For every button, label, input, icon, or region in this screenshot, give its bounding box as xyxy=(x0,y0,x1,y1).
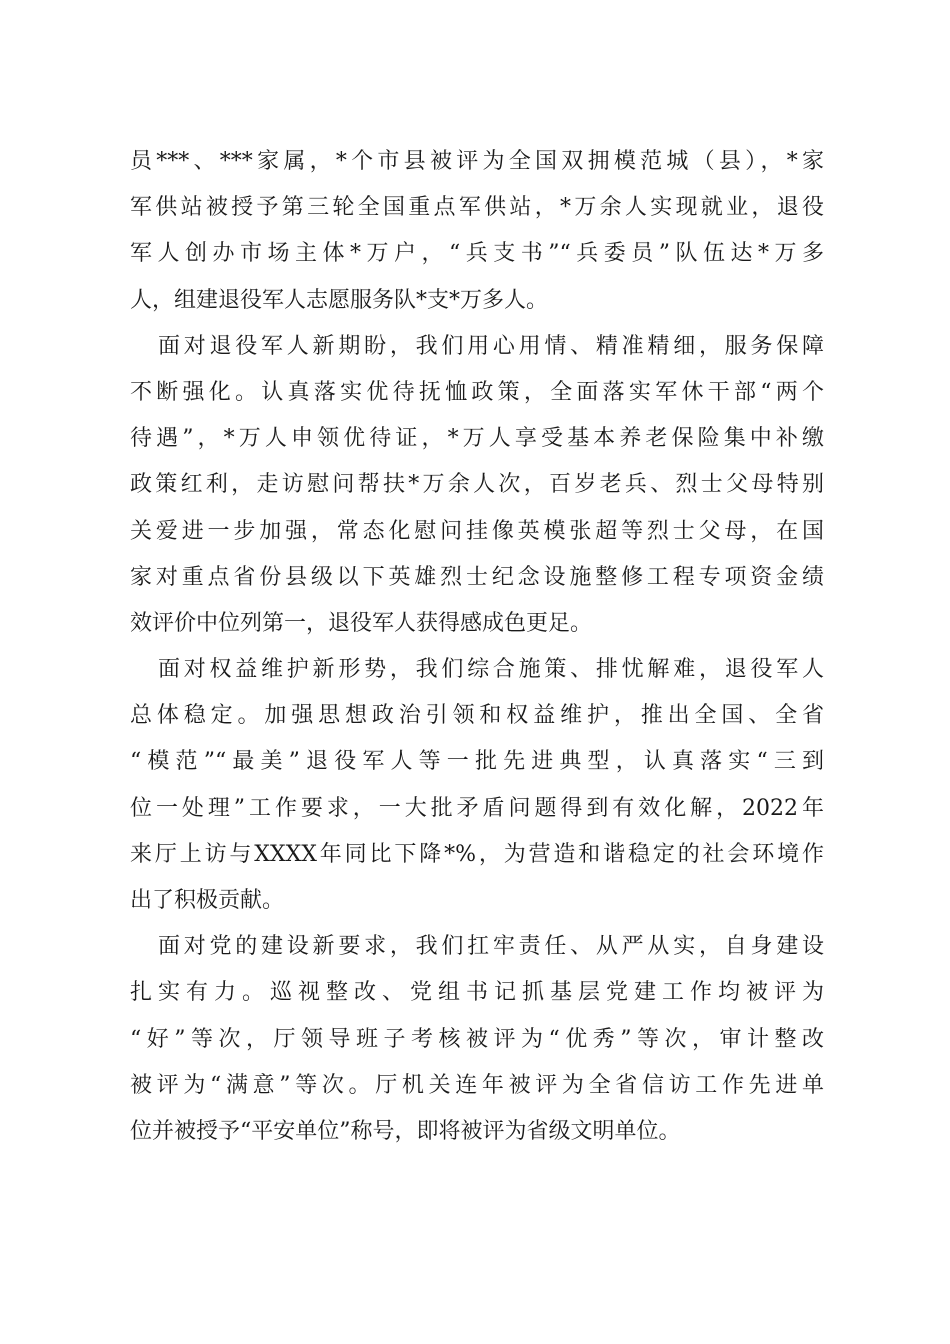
document-body xyxy=(130,139,824,1155)
paragraph-2 xyxy=(130,324,824,647)
paragraph-3 xyxy=(130,647,824,924)
text-line: “好”等次，厅领导班子考核被评为“优秀”等次，审计整改 xyxy=(130,1026,824,1052)
text-line: 待遇”，*万人申领优待证，*万人享受基本养老保险集中补缴 xyxy=(130,426,824,452)
text-line: 出了积极贡献。 xyxy=(130,888,285,913)
text-line: 关爱进一步加强，常态化慰问挂像英模张超等烈士父母，在国 xyxy=(130,518,824,544)
text-line: 员***、***家属，*个市县被评为全国双拥模范城（县），*家 xyxy=(130,149,824,174)
text-line: 总体稳定。加强思想政治引领和权益维护，推出全国、全省 xyxy=(130,703,824,729)
paragraph-1 xyxy=(130,139,824,324)
text-line: 位并被授予“平安单位”称号，即将被评为省级文明单位。 xyxy=(130,1118,681,1144)
text-line: 军人创办市场主体*万户，“兵支书”“兵委员”队伍达*万多 xyxy=(130,241,824,267)
text-line: 来厅上访与XXXX年同比下降*%，为营造和谐稳定的社会环境作 xyxy=(130,841,824,867)
text-line: 家对重点省份县级以下英雄烈士纪念设施整修工程专项资金绩 xyxy=(130,564,824,590)
text-line: 面对党的建设新要求，我们扛牢责任、从严从实，自身建设 xyxy=(158,934,824,960)
text-line: 不断强化。认真落实优待抚恤政策，全面落实军休干部“两个 xyxy=(130,379,824,405)
text-line: 面对退役军人新期盼，我们用心用情、精准精细，服务保障 xyxy=(158,333,824,359)
text-line: 效评价中位列第一，退役军人获得感成色更足。 xyxy=(130,610,593,636)
text-line: 位一处理”工作要求，一大批矛盾问题得到有效化解，2022年 xyxy=(130,795,824,821)
paragraph-4 xyxy=(130,924,824,1155)
text-line: 扎实有力。巡视整改、党组书记抓基层党建工作均被评为 xyxy=(130,980,824,1006)
text-line: 政策红利，走访慰问帮扶*万余人次，百岁老兵、烈士父母特别 xyxy=(130,472,824,498)
text-line: 面对权益维护新形势，我们综合施策、排忧解难，退役军人 xyxy=(158,657,824,683)
text-line: 被评为“满意”等次。厅机关连年被评为全省信访工作先进单 xyxy=(130,1072,824,1098)
text-line: “模范”“最美”退役军人等一批先进典型，认真落实“三到 xyxy=(130,749,824,775)
text-line: 人，组建退役军人志愿服务队*支*万多人。 xyxy=(130,287,549,313)
text-line: 军供站被授予第三轮全国重点军供站，*万余人实现就业，退役 xyxy=(130,195,824,221)
